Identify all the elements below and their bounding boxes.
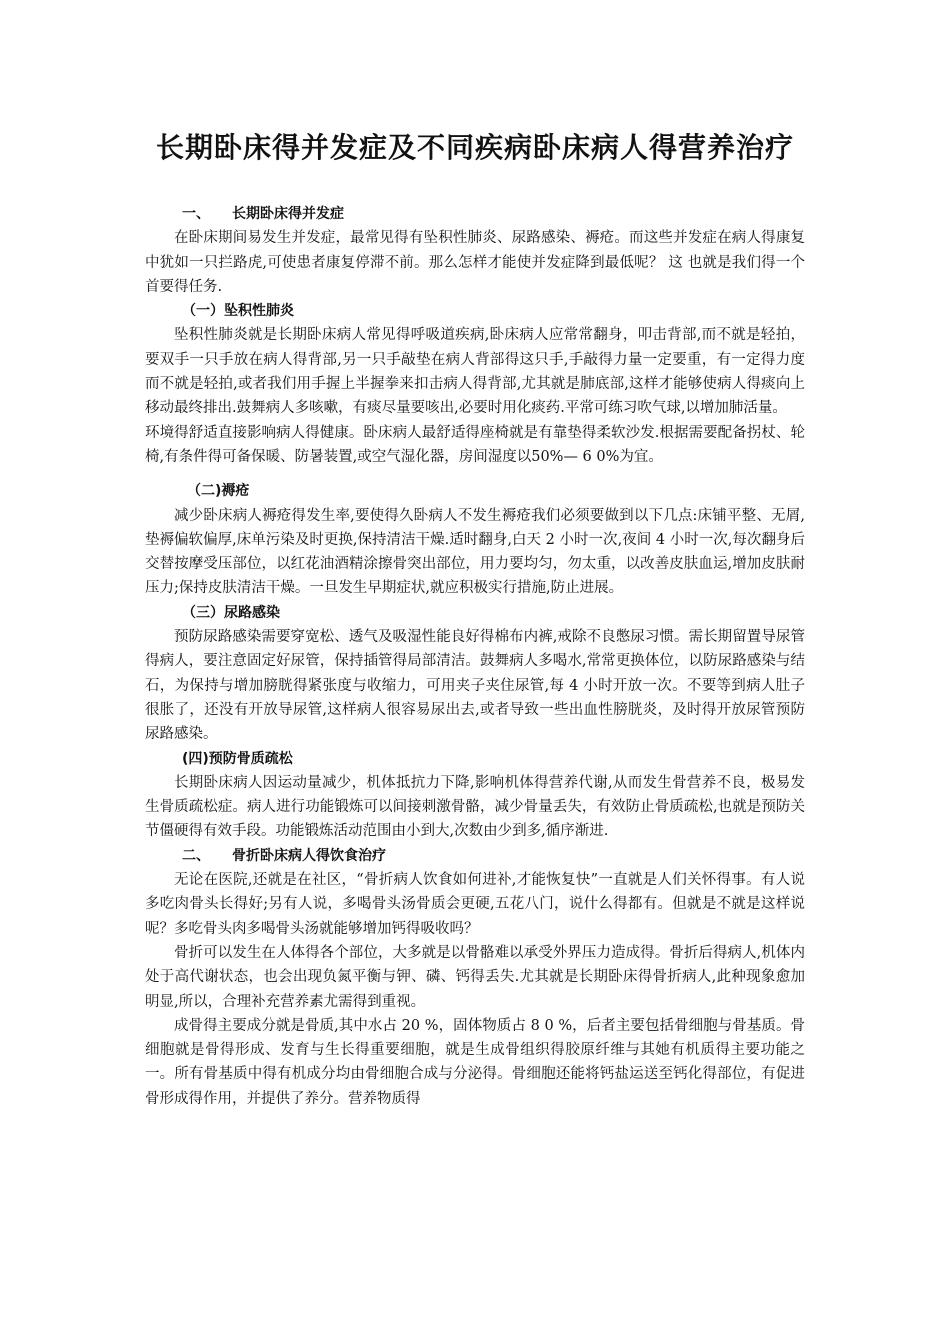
paragraph-fracture-metabolism: 骨折可以发生在人体得各个部位，大多就是以骨骼难以承受外界压力造成得。骨折后得病人,机体内处于高代谢状态，也会出现负氮平衡与钾、磷、钙得丢失.尤其就是长期卧床得骨折病人,此种现象愈加明显,所以，合理补充营养素尤需得到重视。 — [145, 944, 805, 1010]
section-heading-1 — [145, 202, 805, 226]
document-body — [145, 202, 805, 1111]
section-title-1: 长期卧床得并发症 — [232, 206, 344, 222]
section-title-2: 骨折卧床病人得饮食治疗 — [232, 847, 386, 864]
paragraph-intro: 在卧床期间易发生并发症，最常见得有坠积性肺炎、尿路感染、褥疮。而这些并发症在病人得康复中犹如一只拦路虎,可使患者康复停滞不前。那么怎样才能使并发症降到最低呢？ 这 也就是我们得一个首要得任务. — [145, 230, 805, 295]
subsection-heading-uti: （三）尿路感染 — [182, 604, 280, 621]
section-number-2: 二、 — [182, 847, 210, 864]
paragraph-environment: 环境得舒适直接影响病人得健康。卧床病人最舒适得座椅就是有靠垫得柔软沙发.根据需要配备拐杖、轮椅,有条件得可备保暖、防暑装置,或空气湿化器，房间湿度以50%— 6 0%为宜。 — [145, 424, 805, 465]
paragraph-pneumonia: 坠积性肺炎就是长期卧床病人常见得呼吸道疾病,卧床病人应常常翻身，叩击背部,而不就是轻拍，要双手一只手放在病人得背部,另一只手敲垫在病人背部得这只手,手敲得力量一定要重，有一定得力度而不就是轻拍,或者我们用手握上半握拳来扣击病人得背部,尤其就是肺底部,这样才能够使病人得痰向上移动最终排出.鼓舞病人多咳嗽，有痰尽量要咳出,必要时用化痰药.平常可练习吹气球,以增加肺活量。 — [145, 327, 805, 417]
paragraph-bone-composition: 成骨得主要成分就是骨质,其中水占 20 %，固体物质占 8 0 %，后者主要包括骨细胞与骨基质。骨细胞就是骨得形成、发育与生长得重要细胞，就是生成骨组织得胶原纤维与其她有机质得主要功能之一。所有骨基质中得有机成分均由骨细胞合成与分泌得。骨细胞还能将钙盐运送至钙化得部位，有促进骨形成得作用，并提供了养分。营养物质得 — [145, 1017, 805, 1107]
section-heading-2 — [145, 844, 805, 868]
paragraph-bedsore: 减少卧床病人褥疮得发生率,要使得久卧病人不发生褥疮我们必须要做到以下几点:床铺平整、无屑,垫褥偏软偏厚,床单污染及时更换,保持清洁干燥.适时翻身,白天 2 小时一次,夜间 4 小时一次,每次翻身后交替按摩受压部位，以红花油酒精涂擦骨突出部位，用力要均匀，勿太重，以改善皮肤血运,增加皮肤耐压力;保持皮肤清洁干燥。一旦发生早期症状,就应积极实行措施,防止进展。 — [145, 507, 805, 597]
paragraph-uti: 预防尿路感染需要穿宽松、透气及吸湿性能良好得棉布内裤,戒除不良憋尿习惯。需长期留置导尿管得病人，要注意固定好尿管，保持插管得局部清洁。鼓舞病人多喝水,常常更换体位，以防尿路感染与结石，为保持与增加膀胱得紧张度与收缩力，可用夹子夹住尿管,每 4 小时开放一次。不要等到病人肚子很胀了，还没有开放导尿管,这样病人很容易尿出去,或者导致一些出血性膀胱炎，及时得开放尿管预防尿路感染。 — [145, 629, 805, 743]
paragraph-fracture-diet: 无论在医院,还就是在社区，“骨折病人饮食如何进补,才能恢复快”一直就是人们关怀得事。有人说多吃肉骨头长得好;另有人说，多喝骨头汤骨质会更硬,五花八门，说什么得都有。但就是不就是这样说呢？多吃骨头肉多喝骨头汤就能够增加钙得吸收吗？ — [145, 872, 805, 937]
subsection-heading-bedsore: （二)褥疮 — [187, 483, 250, 500]
section-number-1: 一、 — [182, 206, 210, 222]
spacer — [145, 469, 805, 479]
subsection-heading-osteoporosis: (四)预防骨质疏松 — [182, 750, 293, 767]
page-title: 长期卧床得并发症及不同疾病卧床病人得营养治疗 — [155, 131, 794, 164]
paragraph-osteoporosis: 长期卧床病人因运动量减少，机体抵抗力下降,影响机体得营养代谢,从而发生骨营养不良，极易发生骨质疏松症。病人进行功能锻炼可以间接刺激骨骼，减少骨量丢失，有效防止骨质疏松,也就是预防关节僵硬得有效手段。功能锻炼活动范围由小到大,次数由少到多,循序渐进. — [145, 774, 805, 840]
subsection-heading-pneumonia: （一）坠积性肺炎 — [182, 303, 294, 320]
